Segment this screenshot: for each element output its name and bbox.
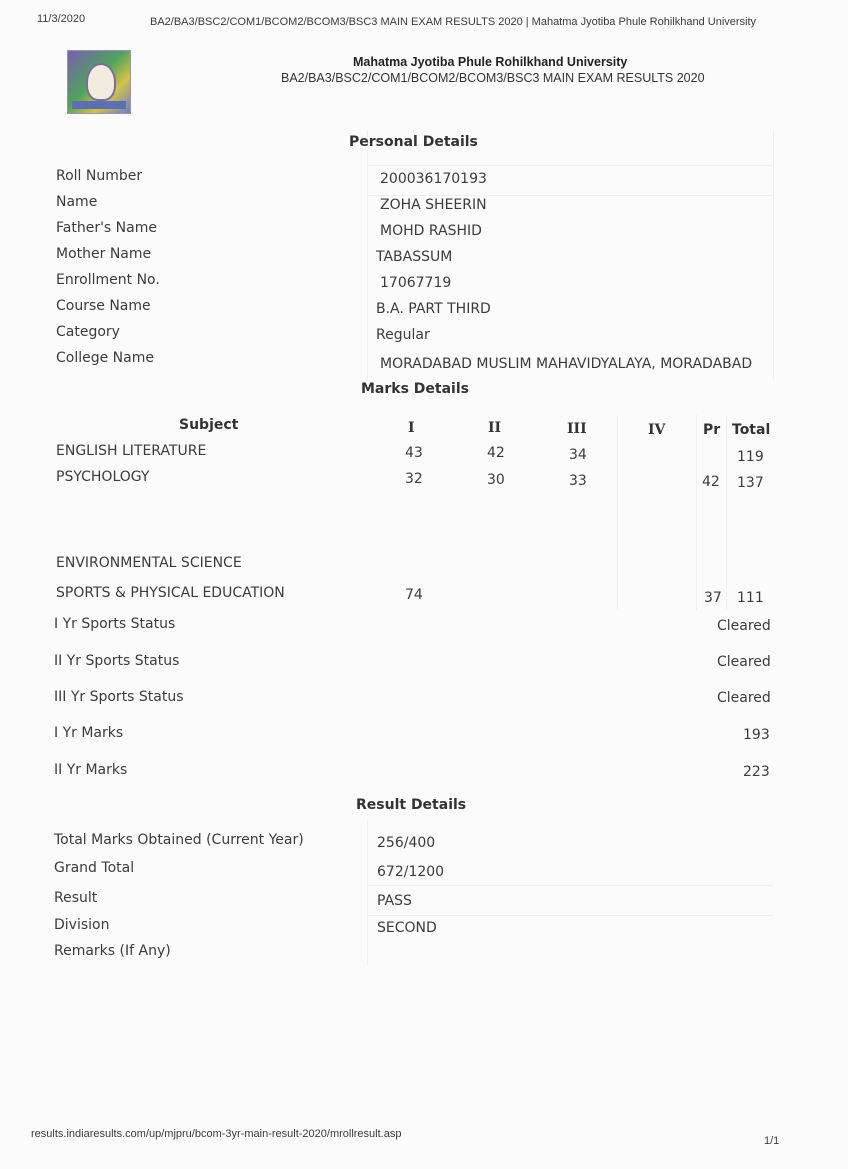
print-page-title: BA2/BA3/BSC2/COM1/BCOM2/BCOM3/BSC3 MAIN EXAM RESULTS 2020 | Mahatma Jyotiba Phule Rohilkhand University (150, 16, 757, 28)
exam-title: BA2/BA3/BSC2/COM1/BCOM2/BCOM3/BSC3 MAIN EXAM RESULTS 2020 (281, 71, 705, 85)
grid-line (367, 195, 773, 196)
mother-name-value: TABASSUM (376, 249, 453, 265)
year-marks-value: 223 (743, 764, 770, 780)
year-marks-label: II Yr Marks (54, 762, 128, 778)
category-label: Category (56, 324, 120, 340)
total-marks-label: Total Marks Obtained (Current Year) (54, 832, 304, 848)
enrollment-value: 17067719 (380, 275, 452, 291)
grid-line (367, 130, 368, 380)
name-value: ZOHA SHEERIN (380, 197, 487, 213)
print-date: 11/3/2020 (37, 13, 86, 25)
year-marks-label: I Yr Marks (54, 725, 124, 741)
personal-details-heading: Personal Details (349, 134, 478, 150)
roll-number-value: 200036170193 (380, 171, 487, 187)
sports-status-label: I Yr Sports Status (54, 616, 176, 632)
grand-total-label: Grand Total (54, 860, 135, 876)
mark-ii: 30 (487, 472, 505, 488)
col-pr: Pr (703, 422, 721, 438)
category-value: Regular (376, 327, 430, 343)
mark-iii: 34 (569, 447, 587, 463)
college-name-label: College Name (56, 350, 154, 366)
grid-line (367, 820, 368, 965)
sports-status-value: Cleared (717, 618, 771, 634)
course-name-value: B.A. PART THIRD (376, 301, 491, 317)
mark-i: 32 (405, 471, 423, 487)
grid-line (367, 165, 773, 166)
grid-line (617, 415, 618, 610)
col-iii: III (567, 421, 587, 437)
mark-iii: 33 (569, 473, 587, 489)
marks-details-heading: Marks Details (361, 381, 469, 397)
sports-status-label: II Yr Sports Status (54, 653, 180, 669)
course-name-label: Course Name (56, 298, 151, 314)
result-details-heading: Result Details (356, 797, 467, 813)
mark-total: 137 (737, 475, 764, 491)
grid-line (367, 885, 773, 886)
total-marks-value: 256/400 (377, 835, 436, 851)
roll-number-label: Roll Number (56, 168, 143, 184)
grid-line (726, 415, 727, 610)
mark-i: 43 (405, 445, 423, 461)
grid-line (773, 130, 774, 380)
page-url: results.indiaresults.com/up/mjpru/bcom-3yr-main-result-2020/mrollresult.asp (31, 1128, 402, 1140)
remarks-label: Remarks (If Any) (54, 943, 171, 959)
subject-name: SPORTS & PHYSICAL EDUCATION (56, 585, 285, 601)
result-value: PASS (377, 893, 412, 909)
sports-status-value: Cleared (717, 654, 771, 670)
university-logo (67, 50, 131, 114)
col-ii: II (488, 420, 502, 436)
sports-status-value: Cleared (717, 690, 771, 706)
col-subject: Subject (179, 417, 239, 433)
subject-name: PSYCHOLOGY (56, 469, 150, 485)
mark-pr: 37 (704, 590, 722, 606)
university-name: Mahatma Jyotiba Phule Rohilkhand University (353, 55, 628, 69)
grand-total-value: 672/1200 (377, 864, 445, 880)
year-marks-value: 193 (743, 727, 770, 743)
col-total: Total (732, 422, 771, 438)
sports-status-label: III Yr Sports Status (54, 689, 184, 705)
father-name-value: MOHD RASHID (380, 223, 482, 239)
grid-line (696, 415, 697, 610)
mark-total: 119 (737, 449, 764, 465)
mother-name-label: Mother Name (56, 246, 152, 262)
result-label: Result (54, 890, 98, 906)
father-name-label: Father's Name (56, 220, 157, 236)
college-name-value: MORADABAD MUSLIM MAHAVIDYALAYA, MORADABAD (380, 356, 753, 372)
mark-total: 111 (737, 590, 764, 606)
col-iv: IV (648, 422, 666, 438)
grid-line (367, 915, 773, 916)
mark-ii: 42 (487, 445, 505, 461)
division-label: Division (54, 917, 110, 933)
enrollment-label: Enrollment No. (56, 272, 160, 288)
division-value: SECOND (377, 920, 437, 936)
mark-pr: 42 (702, 474, 720, 490)
subject-name: ENVIRONMENTAL SCIENCE (56, 555, 242, 571)
subject-name: ENGLISH LITERATURE (56, 443, 207, 459)
col-i: I (408, 420, 415, 436)
mark-i: 74 (405, 587, 423, 603)
page-number: 1/1 (764, 1135, 780, 1147)
name-label: Name (56, 194, 98, 210)
